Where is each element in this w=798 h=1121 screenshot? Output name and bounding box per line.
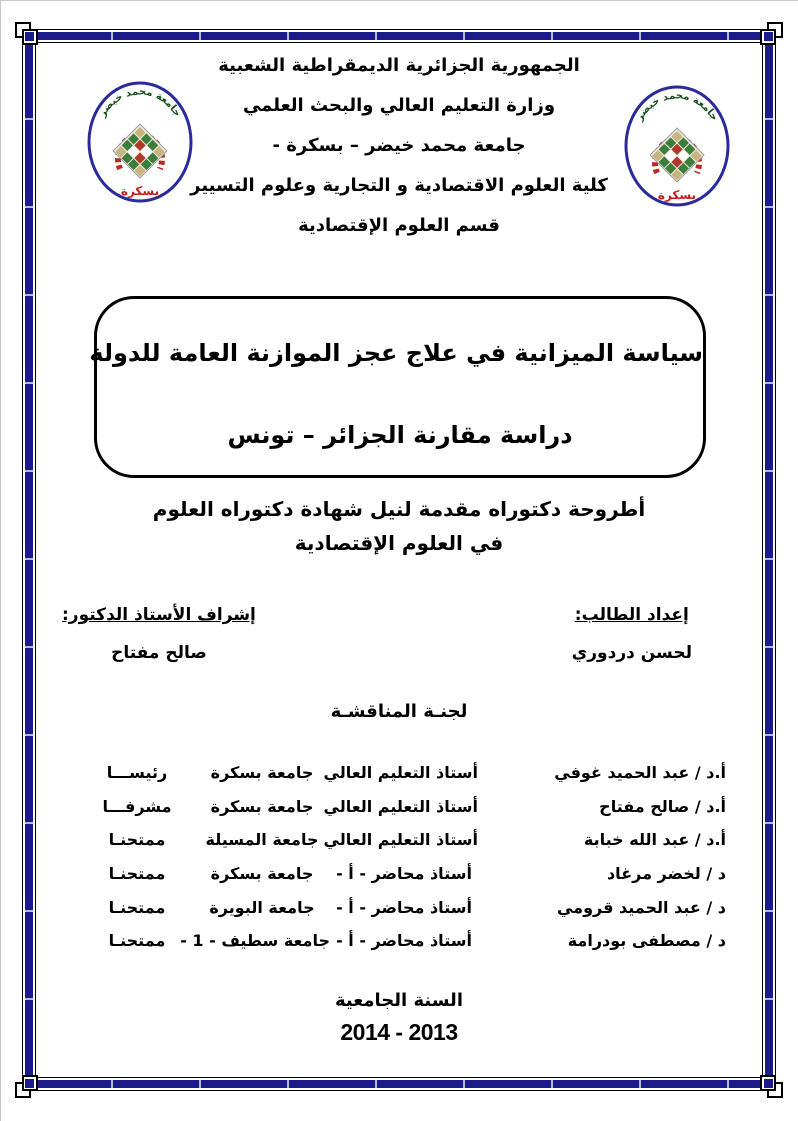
border-corner-weave <box>15 1071 42 1098</box>
committee-table <box>80 756 726 958</box>
academic-year-value: 2014 - 2013 <box>340 1019 458 1045</box>
member-rank: أستاذ التعليم العالي <box>323 763 478 783</box>
thesis-title-main: سياسة الميزانية في علاج عجز الموازنة العامة للدولة <box>89 339 703 367</box>
border-band-bottom <box>25 1080 773 1088</box>
member-role: مشرفـــا <box>102 796 172 816</box>
supervisor-block <box>62 603 256 665</box>
member-name: أ.د / عبد الحميد غوفي <box>554 763 726 783</box>
thesis-type-line1: أطروحة دكتوراه مقدمة لنيل شهادة دكتوراه العلوم <box>152 497 646 521</box>
committee-row <box>80 924 726 958</box>
thesis-type <box>90 492 708 560</box>
border-band-top <box>25 32 773 40</box>
member-university: جامعة بسكرة <box>210 796 314 816</box>
member-role: رئيســـا <box>106 763 168 783</box>
academic-year-section <box>0 988 798 1046</box>
border-band-right <box>765 32 773 1088</box>
member-name: د / مصطفى بودرامة <box>567 931 726 951</box>
thesis-title-box <box>89 296 706 478</box>
member-role: ممتحنـا <box>108 931 166 951</box>
supervisor-name: صالح مفتاح <box>111 643 207 663</box>
committee-heading: لجنـة المناقشـة <box>330 701 468 722</box>
committee-row <box>80 790 726 824</box>
member-university: جامعة البويرة <box>209 897 315 917</box>
page-edge-left <box>0 0 1 1121</box>
member-university: جامعة بسكرة <box>210 763 314 783</box>
department-line: قسم العلوم الإقتصادية <box>298 215 500 236</box>
member-name: د / عبد الحميد قرومي <box>556 897 726 917</box>
preparation-section <box>62 603 692 665</box>
member-role: ممتحنـا <box>108 830 166 850</box>
committee-row <box>80 756 726 790</box>
thesis-type-line2: في العلوم الإقتصادية <box>294 531 504 555</box>
university-line: جامعة محمد خيضر – بسكرة - <box>272 135 526 156</box>
member-university: جامعة بسكرة <box>210 864 314 884</box>
committee-row <box>80 823 726 857</box>
member-rank: أستاذ محاضر - أ - <box>336 897 472 917</box>
member-name: أ.د / صالح مفتاح <box>599 796 726 816</box>
page-edge-top <box>0 0 798 1</box>
thesis-title-sub: دراسة مقارنة الجزائر – تونس <box>227 421 573 449</box>
member-role: ممتحنـا <box>108 897 166 917</box>
supervisor-label: إشراف الأستاذ الدكتور: <box>62 605 256 625</box>
member-university: جامعة المسيلة <box>205 830 319 850</box>
student-name: لحسن دردوري <box>571 643 692 663</box>
border-corner-weave <box>15 22 42 49</box>
faculty-line: كلية العلوم الاقتصادية و التجارية وعلوم التسيير <box>190 175 608 196</box>
border-corner-weave <box>756 1071 783 1098</box>
member-rank: أستاذ محاضر - أ - <box>336 931 472 951</box>
member-rank: أستاذ محاضر - أ - <box>336 864 472 884</box>
republic-line: الجمهورية الجزائرية الديمقراطية الشعبية <box>218 55 580 76</box>
academic-year-label: السنة الجامعية <box>334 990 463 1011</box>
committee-row <box>80 857 726 891</box>
member-rank: أستاذ التعليم العالي <box>323 830 478 850</box>
border-corner-weave <box>756 22 783 49</box>
student-block <box>572 603 692 665</box>
student-label: إعداد الطالب: <box>574 605 689 625</box>
institution-header <box>150 46 648 246</box>
committee-row <box>80 890 726 924</box>
ministry-line: وزارة التعليم العالي والبحث العلمي <box>242 95 556 116</box>
member-name: أ.د / عبد الله خبابة <box>583 830 726 850</box>
member-role: ممتحنـا <box>108 864 166 884</box>
border-band-left <box>25 32 33 1088</box>
member-name: د / لخضر مرغاد <box>606 864 726 884</box>
member-university: جامعة سطيف - 1 - <box>180 931 330 951</box>
member-rank: أستاذ التعليم العالي <box>323 796 478 816</box>
